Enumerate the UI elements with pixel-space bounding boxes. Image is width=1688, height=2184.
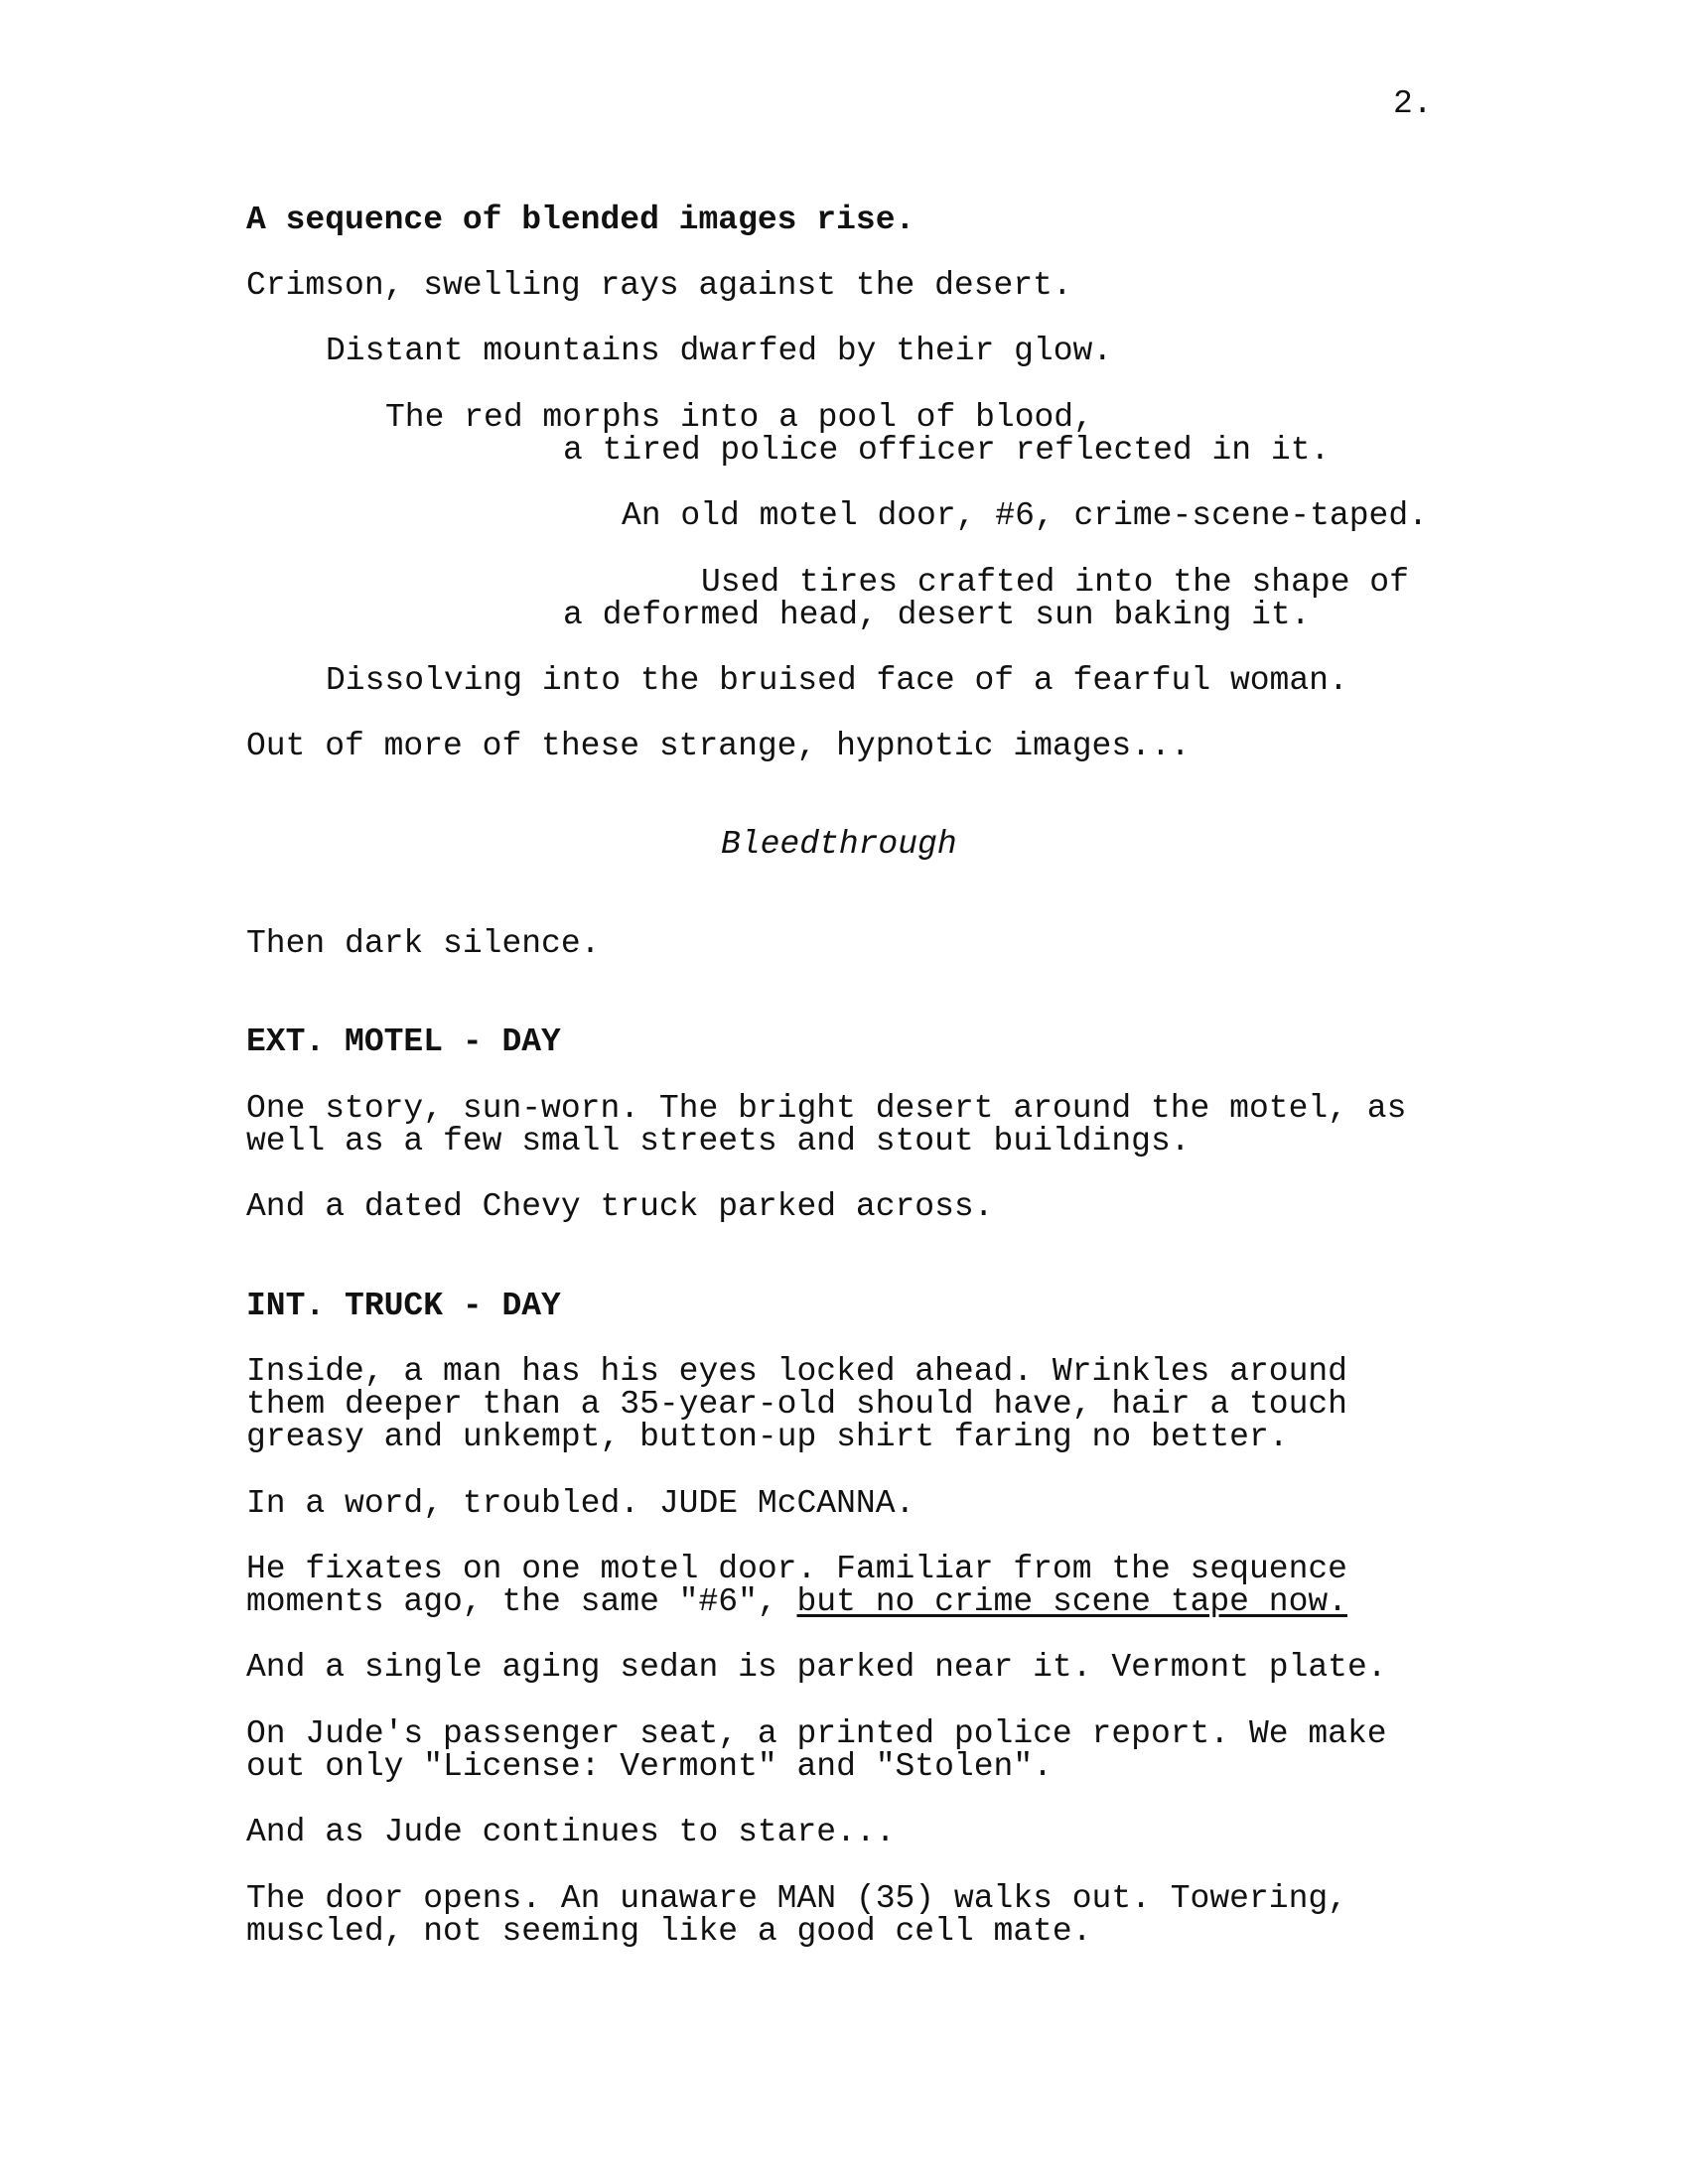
action-line: In a word, troubled. JUDE McCANNA. [246, 1485, 915, 1522]
action-line: The red morphs into a pool of blood, [385, 399, 1093, 436]
action-line: Inside, a man has his eyes locked ahead. Wrinkles around [246, 1353, 1347, 1390]
scene-heading: INT. TRUCK - DAY [246, 1288, 561, 1324]
action-line: An old motel door, #6, crime-scene-taped. [622, 497, 1428, 534]
action-line: And a single aging sedan is parked near it. Vermont plate. [246, 1649, 1387, 1686]
action-line: One story, sun-worn. The bright desert around the motel, as [246, 1090, 1407, 1127]
action-line: And as Jude continues to stare... [246, 1814, 896, 1850]
film-title: Bleedthrough [721, 826, 957, 863]
action-line: Crimson, swelling rays against the desert. [246, 267, 1072, 304]
action-line: On Jude's passenger seat, a printed police report. We make [246, 1715, 1387, 1752]
action-text: moments ago, the same "#6", [246, 1583, 797, 1620]
action-line: them deeper than a 35-year-old should have, hair a touch [246, 1386, 1347, 1423]
action-line [246, 1585, 1347, 1618]
action-line: The door opens. An unaware MAN (35) walks out. Towering, [246, 1880, 1347, 1917]
action-line: Dissolving into the bruised face of a fearful woman. [326, 662, 1348, 699]
action-line: a deformed head, desert sun baking it. [563, 597, 1311, 633]
action-line: Distant mountains dwarfed by their glow. [326, 333, 1113, 369]
action-line: muscled, not seeming like a good cell mate. [246, 1913, 1092, 1950]
page-number: 2. [1393, 85, 1433, 122]
action-line: Used tires crafted into the shape of [701, 564, 1409, 601]
action-line: out only "License: Vermont" and "Stolen". [246, 1748, 1053, 1785]
action-line: Then dark silence. [246, 925, 601, 962]
sequence-heading: A sequence of blended images rise. [246, 202, 915, 238]
action-line: And a dated Chevy truck parked across. [246, 1188, 994, 1225]
action-line: Out of more of these strange, hypnotic images... [246, 728, 1191, 764]
action-line: well as a few small streets and stout buildings. [246, 1123, 1191, 1160]
action-line: He fixates on one motel door. Familiar from the sequence [246, 1551, 1347, 1587]
action-line: a tired police officer reflected in it. [563, 432, 1331, 469]
scene-heading: EXT. MOTEL - DAY [246, 1024, 561, 1060]
action-line: greasy and unkempt, button-up shirt faring no better. [246, 1419, 1289, 1455]
underlined-text: but no crime scene tape now. [796, 1583, 1347, 1620]
